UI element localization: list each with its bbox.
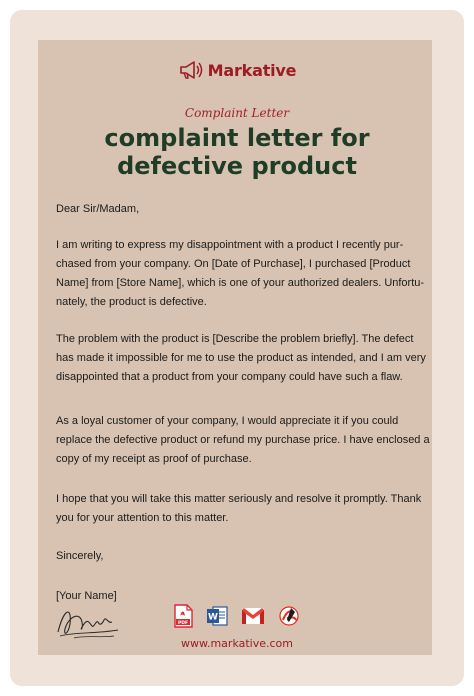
word-icon[interactable] [206, 604, 228, 628]
paragraph-1: I am writing to express my disappointment with a product I recently pur- chased from your company. On [Date of Purchase], I purchased [Product Name] from [Store Name], which is one of your authorized dealers. Unfortu- nately, the product is defective. [56, 239, 425, 308]
paragraph-2: The problem with the product is [Describe the problem briefly]. The defect has made it impossible for me to use the product as intended, and I am very disappointed that a product from your company could have such a flaw. [56, 333, 426, 383]
title-line-1: complaint letter for [104, 124, 370, 152]
svg-text:PDF: PDF [177, 621, 189, 626]
document-subtitle: Complaint Letter [184, 106, 290, 120]
megaphone-icon [178, 60, 204, 80]
svg-text:W: W [208, 612, 218, 623]
brand-name: Markative [207, 60, 297, 80]
page-title [0, 124, 474, 180]
signature-icon [54, 602, 124, 642]
adobe-sign-icon[interactable] [278, 604, 300, 628]
closing: Sincerely, [56, 550, 104, 562]
salutation: Dear Sir/Madam, [56, 203, 140, 215]
footer-url[interactable]: www.markative.com [180, 637, 293, 650]
pdf-icon[interactable] [172, 604, 194, 628]
gmail-icon[interactable] [240, 604, 266, 628]
paragraph-4: I hope that you will take this matter seriously and resolve it promptly. Thank you for your attention to this matter. [56, 493, 422, 524]
download-icons [172, 604, 300, 628]
paragraph-3: As a loyal customer of your company, I would appreciate it if you could replace the defective product or refund my purchase price. I have enclosed a copy of my receipt as proof of purchase. [56, 415, 430, 465]
title-line-2: defective product [117, 152, 357, 180]
brand-header [0, 60, 474, 80]
name-placeholder: [Your Name] [56, 590, 117, 602]
